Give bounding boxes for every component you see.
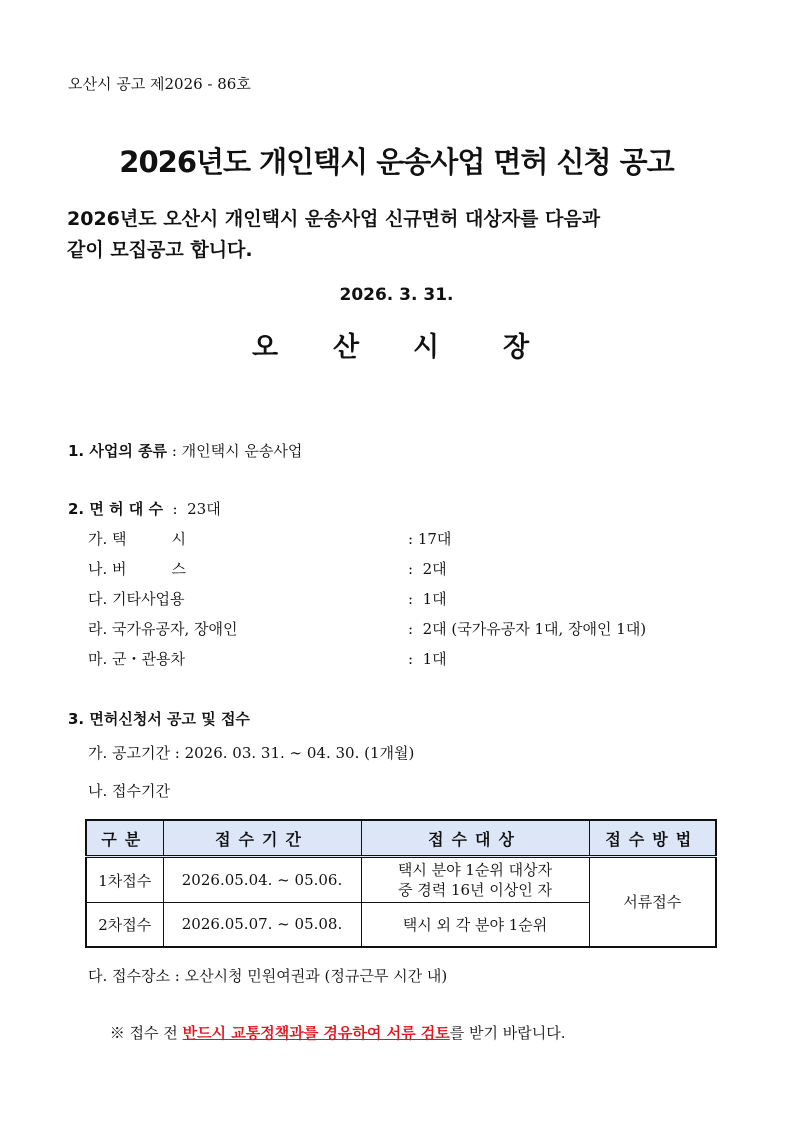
reception-period-label: 나. 접수기간	[88, 782, 170, 800]
section-heading: 2. 면 허 대 수	[68, 500, 163, 518]
issuer-char: 산	[333, 332, 360, 363]
list-item-label: 나. 버 스	[88, 560, 187, 578]
remark-emphasis: 반드시 교통정책과를 경유하여 서류 검토	[182, 1024, 450, 1042]
table-row	[86, 857, 716, 903]
target-line: 택시 분야 1순위 대상자	[397, 861, 553, 879]
list-item-label: 마. 군・관용차	[88, 650, 185, 668]
section-value: 23대	[187, 500, 221, 518]
list-item-value: : 1대	[408, 590, 447, 608]
target-line: 중 경력 16년 이상인 자	[397, 881, 553, 899]
reception-table	[85, 819, 717, 948]
intro-line-2: 같이 모집공고 합니다.	[67, 239, 253, 261]
list-item-value: : 2대 (국가유공자 1대, 장애인 1대)	[408, 620, 647, 638]
intro-line-1: 2026년도 오산시 개인택시 운송사업 신규면허 대상자를 다음과	[67, 208, 601, 230]
section-2	[68, 498, 221, 519]
section-1	[68, 440, 302, 461]
separator: :	[171, 442, 177, 460]
header-cell: 접수대상	[361, 820, 589, 857]
section-heading: 3. 면허신청서 공고 및 접수	[68, 710, 250, 728]
separator: :	[172, 500, 178, 518]
remark-suffix: 를 받기 바랍니다.	[449, 1024, 566, 1042]
header-cell: 구분	[86, 820, 163, 857]
issuer-char: 오	[252, 332, 279, 363]
list-item-value: : 17대	[408, 530, 452, 548]
notice-remark	[105, 1004, 566, 1043]
section-heading: 1. 사업의 종류	[68, 442, 168, 460]
list-item-value: : 2대	[408, 560, 447, 578]
table-header-row	[86, 820, 716, 857]
target-cell	[361, 857, 589, 903]
section-value: 개인택시 운송사업	[181, 442, 303, 460]
reception-place: 다. 접수장소 : 오산시청 민원여권과 (정규근무 시간 내)	[88, 967, 448, 985]
period-cell: 2026.05.07. ~ 05.08.	[163, 903, 361, 947]
list-item-label: 라. 국가유공자, 장애인	[88, 620, 238, 638]
issue-date: 2026. 3. 31.	[339, 285, 454, 305]
notice-period: 가. 공고기간 : 2026. 03. 31. ∼ 04. 30. (1개월)	[88, 744, 415, 762]
list-item-label: 다. 기타사업용	[88, 590, 185, 608]
remark-prefix: ※ 접수 전	[109, 1024, 183, 1042]
target-cell: 택시 외 각 분야 1순위	[361, 903, 589, 947]
header-cell: 접수기간	[163, 820, 361, 857]
issuer-char: 장	[503, 332, 530, 363]
list-item-value: : 1대	[408, 650, 447, 668]
list-item-label: 가. 택 시	[88, 530, 187, 548]
notice-number: 오산시 공고 제2026 - 86호	[68, 75, 251, 93]
page-title: 2026년도 개인택시 운송사업 면허 신청 공고	[119, 145, 674, 179]
method-cell: 서류접수	[589, 857, 716, 947]
issuer-char: 시	[413, 332, 440, 363]
header-cell: 접수방법	[589, 820, 716, 857]
round-cell: 2차접수	[86, 903, 163, 947]
round-cell: 1차접수	[86, 857, 163, 903]
period-cell: 2026.05.04. ~ 05.06.	[163, 857, 361, 903]
